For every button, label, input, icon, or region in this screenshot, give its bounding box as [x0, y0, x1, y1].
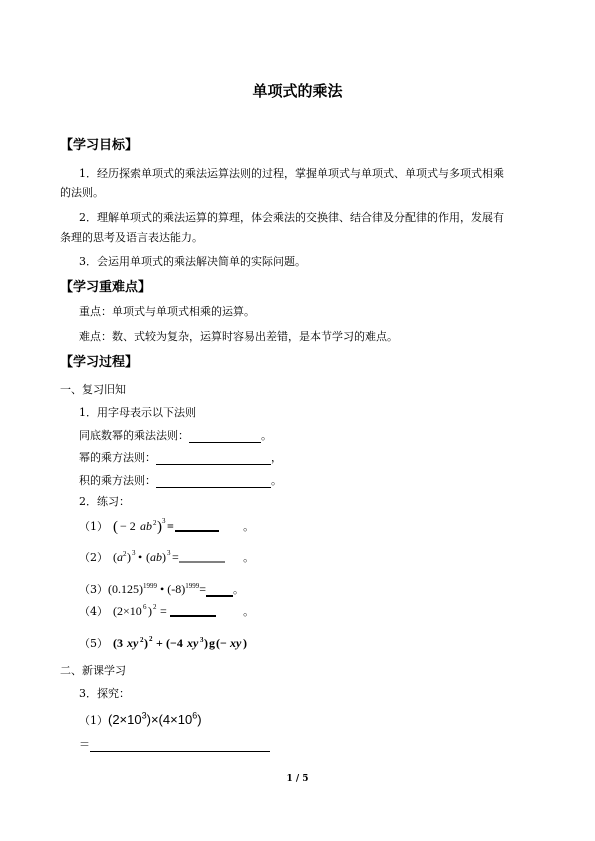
e3-base: (0.125)	[108, 582, 143, 596]
rule-3-blank	[156, 475, 271, 488]
rule-1-blank	[189, 430, 261, 443]
exercise-3-blank	[206, 583, 233, 597]
focus-text: 重点：单项式与单项式相乘的运算。	[79, 305, 255, 318]
exercise-5-formula	[113, 634, 283, 652]
exercise-1-end: 。	[243, 520, 255, 533]
t2-exp: 3	[200, 635, 204, 644]
page-title: 单项式的乘法	[252, 82, 343, 100]
exercise-1	[79, 515, 254, 535]
explore-1-part-a: (2×10	[108, 712, 142, 727]
exercise-4-end: 。	[243, 605, 255, 618]
rule-2-end: ，	[271, 451, 282, 464]
exercise-2-end: 。	[243, 551, 255, 564]
var-ab: ab	[150, 549, 163, 564]
plus: +	[156, 635, 163, 650]
rule-2	[79, 451, 282, 465]
explore-1-part-b: )×(4×10	[146, 712, 193, 727]
exercise-1-label: （1）	[79, 520, 108, 533]
e3-exp-2: 1999	[185, 582, 200, 590]
section-objectives: 【学习目标】	[60, 138, 139, 153]
objective-2-line-2: 条理的思考及语言表达能力。	[60, 231, 203, 244]
exp-2: 2	[123, 549, 127, 558]
rule-1-end: 。	[261, 429, 272, 442]
t1-close: )	[144, 635, 149, 650]
expr: (2×10	[113, 603, 142, 618]
paren-close-2: )	[162, 549, 167, 564]
exp-2: 2	[153, 518, 157, 527]
t2-xy: xy	[187, 635, 199, 650]
exercise-3	[79, 578, 244, 597]
var-a: a	[117, 549, 124, 564]
objective-2-line-1: 2．理解单项式的乘法运算的算理，体会乘法的交换律、结合律及分配律的作用，发展有	[79, 211, 504, 224]
explore-1-blank	[90, 739, 270, 752]
objective-1-line-2: 的法则。	[60, 186, 104, 199]
exercise-4	[79, 600, 254, 620]
t1-sq: 2	[149, 634, 153, 643]
objective-1-line-1: 1．经历探索单项式的乘法运算法则的过程，掌握单项式与单项式、单项式与多项式相乘	[79, 167, 504, 180]
exercise-3-expr	[108, 582, 233, 596]
paren-open: (	[113, 518, 119, 535]
exercise-1-formula	[113, 517, 243, 535]
t2-close: )	[204, 635, 209, 650]
exp-3: 3	[162, 516, 166, 525]
minus-2: − 2	[120, 518, 136, 533]
page-number: 1 / 5	[286, 774, 309, 784]
explore-1-expr	[108, 712, 202, 727]
review-heading: 一、复习旧知	[60, 383, 126, 396]
var-ab: ab	[140, 518, 153, 533]
exp-3b: 3	[167, 548, 171, 557]
difficulty-text: 难点：数、式较为复杂，运算时容易出差错，是本节学习的难点。	[79, 330, 398, 343]
exercise-5	[79, 632, 283, 652]
review-q1: 1．用字母表示以下法则	[79, 406, 196, 419]
t2-open: (−4	[166, 635, 183, 650]
exp-6: 6	[143, 602, 147, 611]
explore-1-part-c: )	[197, 712, 202, 727]
exp-3: 3	[132, 548, 136, 557]
rule-1	[79, 429, 272, 443]
t3-open: (−	[216, 635, 227, 650]
exercise-2	[79, 546, 254, 566]
explore-1	[79, 709, 202, 728]
explore-1-exp-b: 6	[192, 710, 198, 721]
review-q2: 2．练习：	[79, 495, 130, 508]
rule-2-label: 幂的乘方法则：	[79, 451, 156, 464]
explore-1-exp-a: 3	[141, 710, 147, 721]
dot-sep: g	[209, 635, 216, 650]
paren-close: )	[127, 549, 132, 564]
equals: =	[172, 549, 179, 564]
t1-xy: xy	[127, 635, 139, 650]
section-key-points: 【学习重难点】	[60, 280, 152, 295]
rule-3	[79, 474, 282, 488]
exp-2: 2	[153, 602, 157, 611]
exercise-2-label: （2）	[79, 551, 108, 564]
exercise-3-label: （3）	[79, 583, 108, 596]
exercise-3-end: 。	[232, 583, 244, 596]
e3-exp-1: 1999	[143, 582, 157, 590]
exercise-4-label: （4）	[79, 605, 108, 618]
paren-open-2: (	[146, 549, 151, 564]
explore-1-answer	[79, 738, 270, 752]
t3-close: )	[243, 635, 248, 650]
equals: =	[160, 603, 167, 618]
rule-1-label: 同底数幂的乘法法则：	[79, 429, 189, 442]
e3-mid: • (-8)	[157, 582, 186, 596]
new-lesson-q3: 3．探究：	[79, 687, 130, 700]
t1-exp: 2	[140, 635, 144, 644]
rule-2-blank	[156, 452, 271, 465]
bullet: •	[138, 549, 143, 564]
exercise-2-formula	[113, 548, 243, 566]
t1-open: (3	[113, 635, 124, 650]
rule-3-label: 积的乘方法则：	[79, 474, 156, 487]
explore-1-label: （1）	[79, 714, 108, 727]
new-lesson-heading: 二、新课学习	[60, 664, 126, 677]
t3-xy: xy	[230, 635, 242, 650]
e3-equals: =	[199, 582, 206, 596]
equals: =	[167, 518, 174, 533]
exercise-5-label: （5）	[79, 637, 108, 650]
paren-close: )	[157, 518, 163, 535]
section-process: 【学习过程】	[60, 355, 139, 370]
paren-open: (	[113, 549, 118, 564]
paren-close: )	[148, 603, 153, 618]
rule-3-end: 。	[271, 474, 282, 487]
equals-sign: ＝	[79, 738, 90, 751]
objective-3: 3．会运用单项式的乘法解决简单的实际问题。	[79, 255, 306, 268]
exercise-4-formula	[113, 602, 243, 620]
